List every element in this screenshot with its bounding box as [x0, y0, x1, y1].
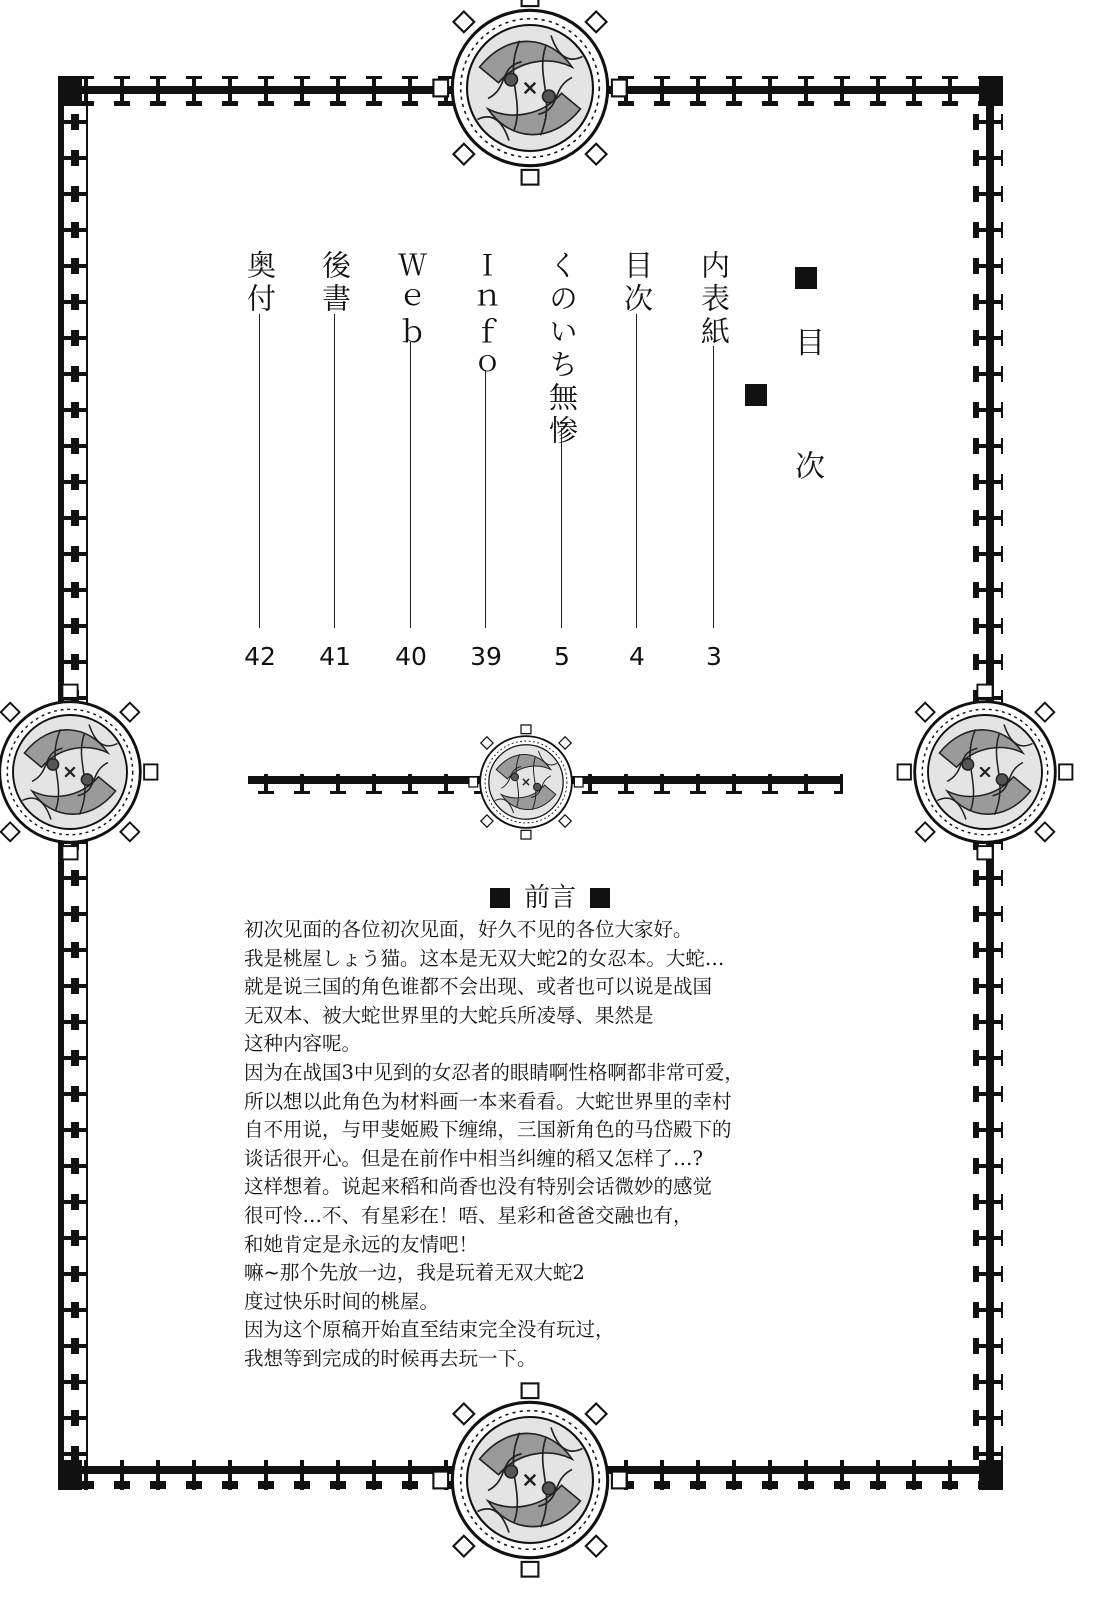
toc-heading	[781, 255, 831, 535]
preface-mark-left	[490, 888, 510, 908]
toc-entry-page: 4	[629, 642, 645, 671]
toc-entry	[388, 250, 434, 680]
toc-entry	[312, 250, 358, 680]
toc-entry-page: 3	[706, 642, 722, 671]
toc-entry-page: 40	[395, 642, 427, 671]
toc-title: 目 次	[789, 327, 824, 523]
toc-leader-line	[485, 370, 486, 628]
preface-line: 初次见面的各位初次见面，好久不见的各位大家好。	[244, 918, 693, 941]
toc-leader-line	[259, 314, 260, 628]
toc-entry-label: Ｉｎｆｏ	[469, 250, 503, 382]
preface-line: 这样想着。说起来稻和尚香也没有特别会话微妙的感觉	[244, 1175, 713, 1199]
toc-leader-line	[713, 346, 714, 628]
toc-leader-line	[410, 342, 411, 628]
toc-entry	[463, 250, 509, 680]
toc-entry-label: 内表紙	[697, 250, 731, 349]
toc-entry	[237, 250, 283, 680]
toc-entry	[539, 250, 585, 680]
preface-line: 嘛~那个先放一边，我是玩着无双大蛇2	[244, 1261, 585, 1285]
toc-leader-line	[561, 428, 562, 628]
toc-entry-label: 目次	[620, 250, 654, 316]
preface-line: 因为在战国3中见到的女忍者的眼睛啊性格啊都非常可爱，	[244, 1060, 744, 1084]
preface-line: 谈话很开心。但是在前作中相当纠缠的稻又怎样了…?	[244, 1146, 703, 1170]
toc-entry-label: くのいち無惨	[545, 250, 579, 448]
preface-line: 无双本、被大蛇世界里的大蛇兵所凌辱、果然是	[244, 1003, 654, 1027]
toc-entry-label: 奥付	[243, 250, 277, 316]
preface-line: 很可怜…不、有星彩在！唔、星彩和爸爸交融也有，	[244, 1203, 693, 1227]
preface-line: 自不用说，与甲斐姬殿下缠绵，三国新角色的马岱殿下的	[244, 1118, 732, 1142]
toc-entry-page: 41	[319, 642, 351, 671]
preface-line: 我是桃屋しょう猫。这本是无双大蛇2的女忍本。大蛇…	[244, 946, 725, 970]
toc-entry	[614, 250, 660, 680]
toc-entry-page: 39	[470, 642, 502, 671]
preface-line: 和她肯定是永远的友情吧！	[244, 1232, 479, 1256]
preface-line: 就是说三国的角色谁都不会出现、或者也可以说是战国	[244, 975, 713, 999]
toc-heading-mark-top	[795, 267, 817, 289]
toc-leader-line	[334, 314, 335, 628]
preface-heading	[440, 878, 660, 918]
toc-entry-label: 後書	[318, 250, 352, 316]
toc-entry	[691, 250, 737, 680]
preface-line: 所以想以此角色为材料画一本来看看。大蛇世界里的幸村	[244, 1089, 732, 1113]
preface-title: 前言	[523, 883, 576, 913]
preface-line: 因为这个原稿开始直至结束完全没有玩过，	[244, 1318, 615, 1342]
preface-body	[244, 916, 884, 1374]
preface-line: 度过快乐时间的桃屋。	[244, 1289, 440, 1313]
toc-heading-mark-bottom	[745, 384, 767, 406]
preface-line: 这种内容呢。	[244, 1032, 362, 1056]
toc-leader-line	[636, 314, 637, 628]
preface-line: 我想等到完成的时候再去玩一下。	[244, 1346, 537, 1370]
toc-entry-label: Ｗｅｂ	[394, 250, 428, 349]
toc-entry-page: 42	[244, 642, 276, 671]
toc-entry-page: 5	[554, 642, 570, 671]
preface-mark-right	[590, 888, 610, 908]
